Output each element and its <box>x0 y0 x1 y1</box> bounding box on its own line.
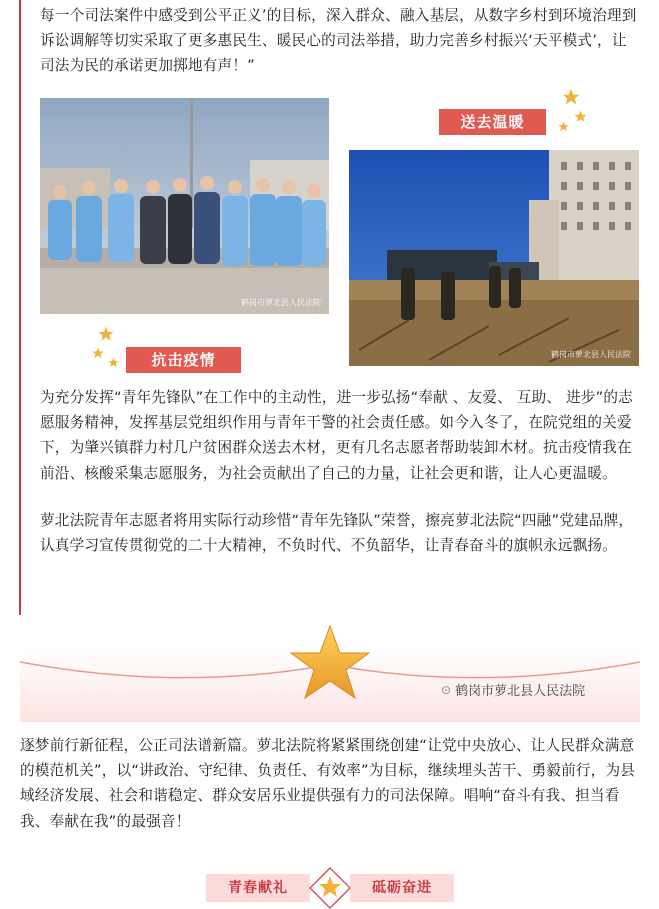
wechat-icon: ⊙ <box>441 682 452 697</box>
star-divider-banner <box>20 620 640 722</box>
paragraph-youth-pledge: 萝北法院青年志愿者将用实际行动珍惜“青年先锋队”荣誉，擦亮萝北法院“四融”党建品牌，认真学习宣传贯彻党的二十大精神，不负时代、不负韶华，让青春奋斗的旗帜永远飘扬。 <box>40 512 634 555</box>
star-icon <box>558 121 569 132</box>
court-name: 鹤岗市萝北县人民法院 <box>455 684 586 699</box>
paragraph-volunteer-service: 为充分发挥“青年先锋队”在工作中的主动性，进一步弘扬“奉献 、友爱、 互助、 进步”的志愿服务精神，发挥基层党组织作用与青年干警的社会责任感。如今入冬了，在院党组的关爱下，为肇兴镇群力村几户贫困群众送去木材，更有几名志愿者帮助装卸木材。抗击疫情我在前沿、核酸采集志愿服务，为社会贡献出了自己的力量，让社会更和谐，让人心更温暖。 <box>40 389 633 482</box>
star-icon <box>98 326 114 342</box>
photo-watermark: 鹤岗市萝北县人民法院 <box>241 298 321 307</box>
star-icon <box>562 88 580 106</box>
star-icon <box>108 357 119 368</box>
star-icon <box>92 347 104 359</box>
photo-watermark: 鹤岗市萝北县人民法院 <box>551 350 631 359</box>
section-tag-warmth: 送去温暖 <box>439 109 546 135</box>
left-accent-line <box>19 0 21 615</box>
section-tag-epidemic: 抗击疫情 <box>126 347 241 373</box>
footer-tag-right: 砥砺奋进 <box>350 874 454 902</box>
footer-star-diamond <box>309 867 351 909</box>
court-seal-label <box>441 680 585 699</box>
delivering-wood-photo <box>349 150 639 366</box>
paragraph-conclusion: 逐梦前行新征程，公正司法谱新篇。萝北法院将紧紧围绕创建“让党中央放心、让人民群众满意的模范机关”，以“讲政治、守纪律、负责任、有效率”为目标，继续埋头苦干、勇毅前行，为县域经济发展、社会和谐稳定、群众安居乐业提供强有力的司法保障。唱响“奋斗有我、担当看我、奉献在我”的最强音！ <box>20 737 636 830</box>
paragraph-intro: 每一个司法案件中感受到公平正义’的目标，深入群众、融入基层，从数字乡村到环境治理到诉讼调解等切实采取了更多惠民生、暖民心的司法举措，助力完善乡村振兴‘天平模式’，让司法为民的承诺更加掷地有声！” <box>40 7 637 75</box>
star-icon <box>574 110 587 123</box>
footer-tag-left: 青春献礼 <box>206 874 310 902</box>
volunteers-group-photo <box>40 98 329 314</box>
